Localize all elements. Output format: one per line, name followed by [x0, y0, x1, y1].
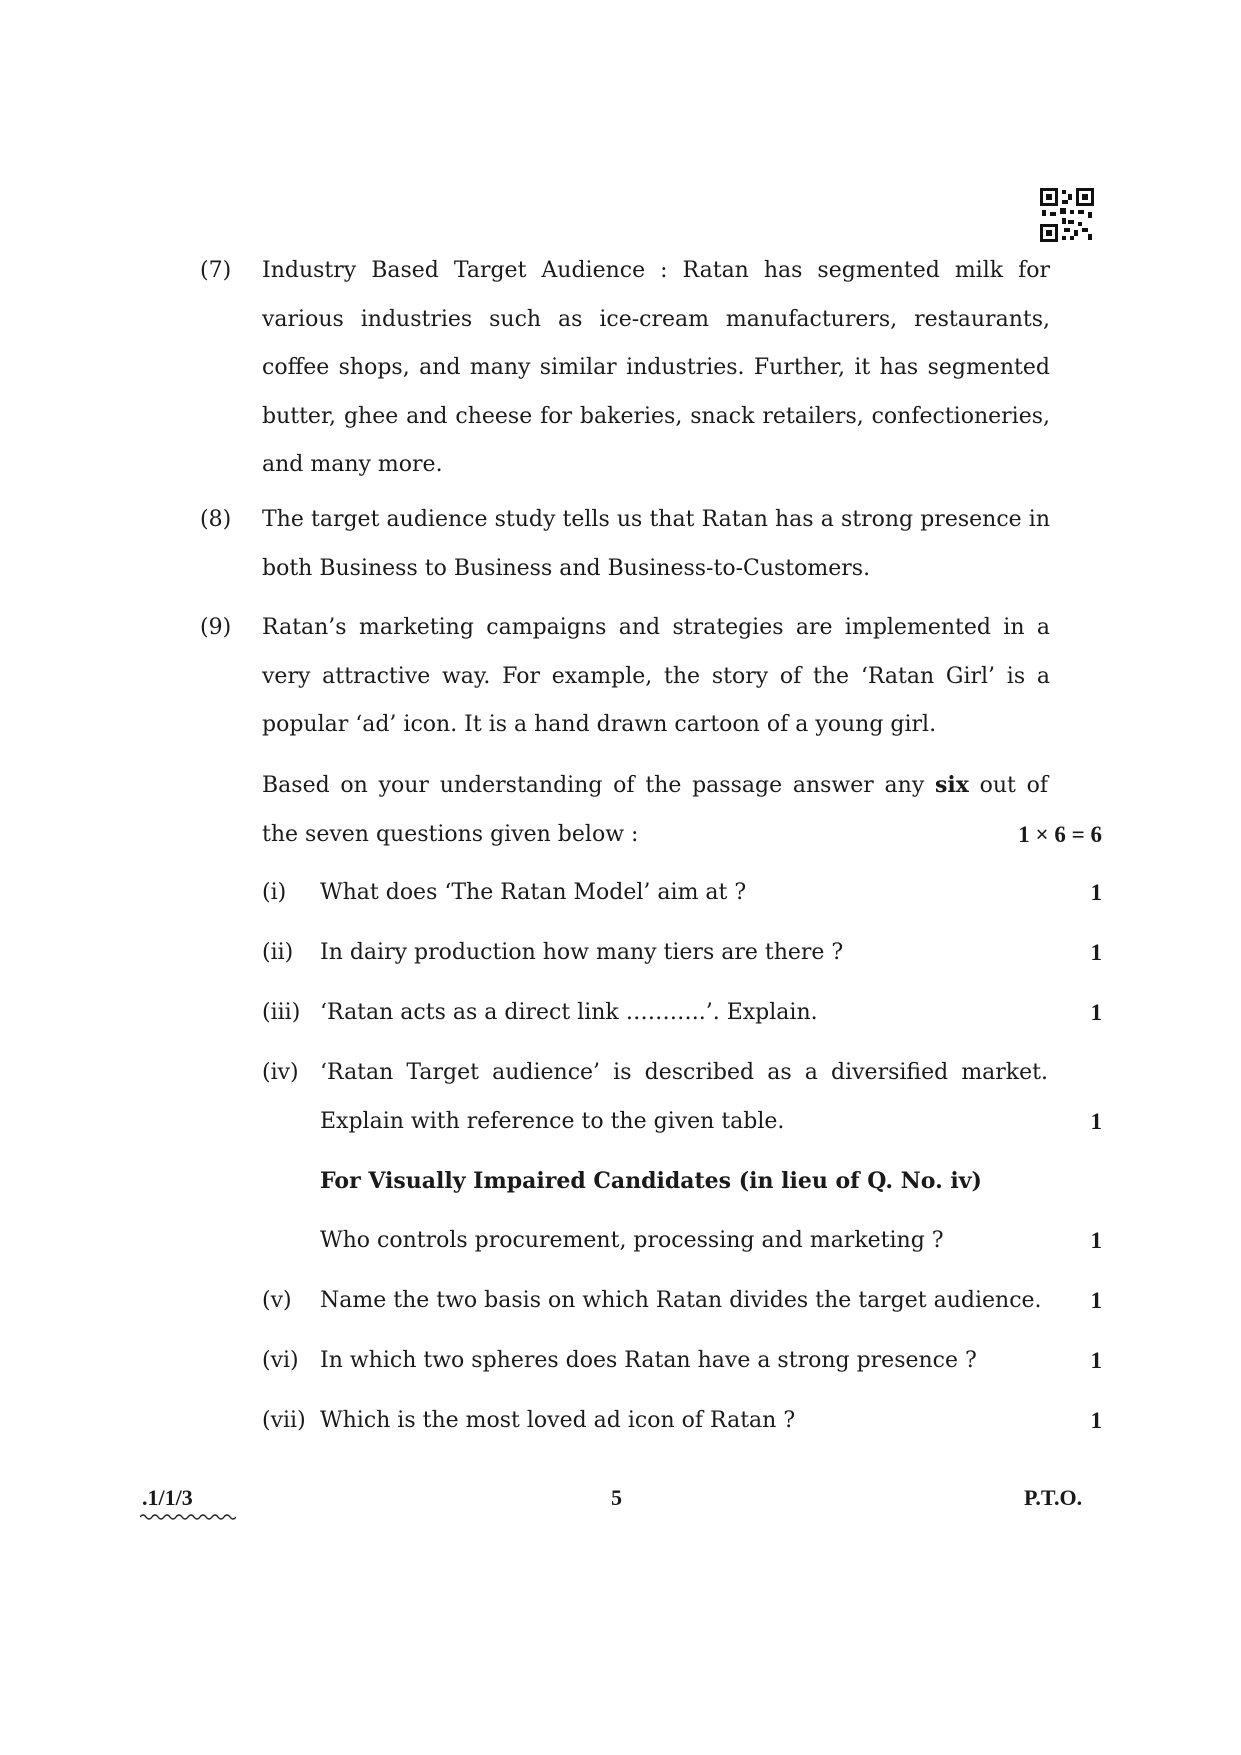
paper-code: .1/1/3	[142, 1485, 193, 1510]
question-mark: 1	[1090, 1108, 1102, 1134]
question-mark: 1	[1090, 880, 1102, 905]
question-text: ‘Ratan Target audience’ is described as a diversified market. Explain with reference to the given table.	[320, 1060, 1048, 1134]
question-text: ‘Ratan acts as a direct link ………..’. Explain.	[320, 1000, 818, 1025]
instruction-after: out of the seven questions given below :	[262, 773, 1048, 847]
question-vii	[262, 1397, 1102, 1446]
question-ii	[262, 929, 1102, 978]
pto-label: P.T.O.	[1024, 1485, 1083, 1510]
qr-code-icon	[1040, 188, 1094, 242]
question-number: (ii)	[262, 940, 294, 965]
question-mark: 1	[1090, 1228, 1102, 1253]
instruction-text	[262, 761, 1048, 859]
question-number: (i)	[262, 880, 287, 905]
question-number: (iii)	[262, 1000, 301, 1025]
question-text: Which is the most loved ad icon of Ratan ?	[320, 1408, 796, 1433]
question-i	[262, 869, 1102, 918]
question-text: In dairy production how many tiers are there ?	[320, 940, 844, 965]
question-v	[262, 1277, 1102, 1326]
question-mark: 1	[1090, 1348, 1102, 1373]
paragraph-text: The target audience study tells us that Ratan has a strong presence in both Business to Business and Business-to-Customers.	[262, 507, 1050, 581]
paragraph-text: Ratan’s marketing campaigns and strategies are implemented in a very attractive way. For example, the story of the ‘Ratan Girl’ is a popular ‘ad’ icon. It is a hand drawn cartoon of a young girl.	[262, 615, 1050, 737]
question-vi	[262, 1337, 1102, 1386]
question-text: In which two spheres does Ratan have a strong presence ?	[320, 1348, 977, 1373]
question-iii	[262, 989, 1102, 1038]
paragraph-number: (8)	[200, 507, 232, 532]
instruction-before: Based on your understanding of the passage answer any	[262, 773, 935, 798]
visually-impaired-heading: For Visually Impaired Candidates (in lieu of Q. No. iv)	[320, 1168, 982, 1194]
instruction	[262, 761, 1102, 859]
question-text: Name the two basis on which Ratan divides the target audience.	[320, 1288, 1042, 1313]
question-text: Who controls procurement, processing and marketing ?	[320, 1228, 944, 1253]
question-number: (iv)	[262, 1060, 299, 1085]
question-mark: 1	[1090, 1408, 1102, 1433]
paragraph-7	[200, 247, 1050, 490]
question-number: (vii)	[262, 1408, 306, 1433]
question-iv	[262, 1049, 1102, 1146]
wavy-underline	[140, 1512, 236, 1522]
question-number: (v)	[262, 1288, 292, 1313]
instruction-bold: six	[935, 772, 969, 798]
question-mark: 1	[1090, 1288, 1102, 1313]
paragraph-number: (7)	[200, 258, 232, 283]
paragraph-number: (9)	[200, 615, 232, 640]
question-mark: 1	[1090, 1000, 1102, 1025]
paragraph-9	[200, 604, 1050, 750]
question-iv-alternate	[262, 1217, 1102, 1266]
paragraph-text: Industry Based Target Audience : Ratan has segmented milk for various industries such as ice-cream manufacturers, restaurants, coffee shops, and many similar industries. Further, it has segmented butter, ghee and cheese for bakeries, snack retailers, confectioneries, and many more.	[262, 258, 1050, 477]
question-number: (vi)	[262, 1348, 299, 1373]
question-mark: 1	[1090, 940, 1102, 965]
paragraph-8	[200, 496, 1050, 593]
page-number: 5	[611, 1485, 622, 1510]
marks-total: 1 × 6 = 6	[1018, 821, 1102, 847]
question-text: What does ‘The Ratan Model’ aim at ?	[320, 880, 747, 905]
